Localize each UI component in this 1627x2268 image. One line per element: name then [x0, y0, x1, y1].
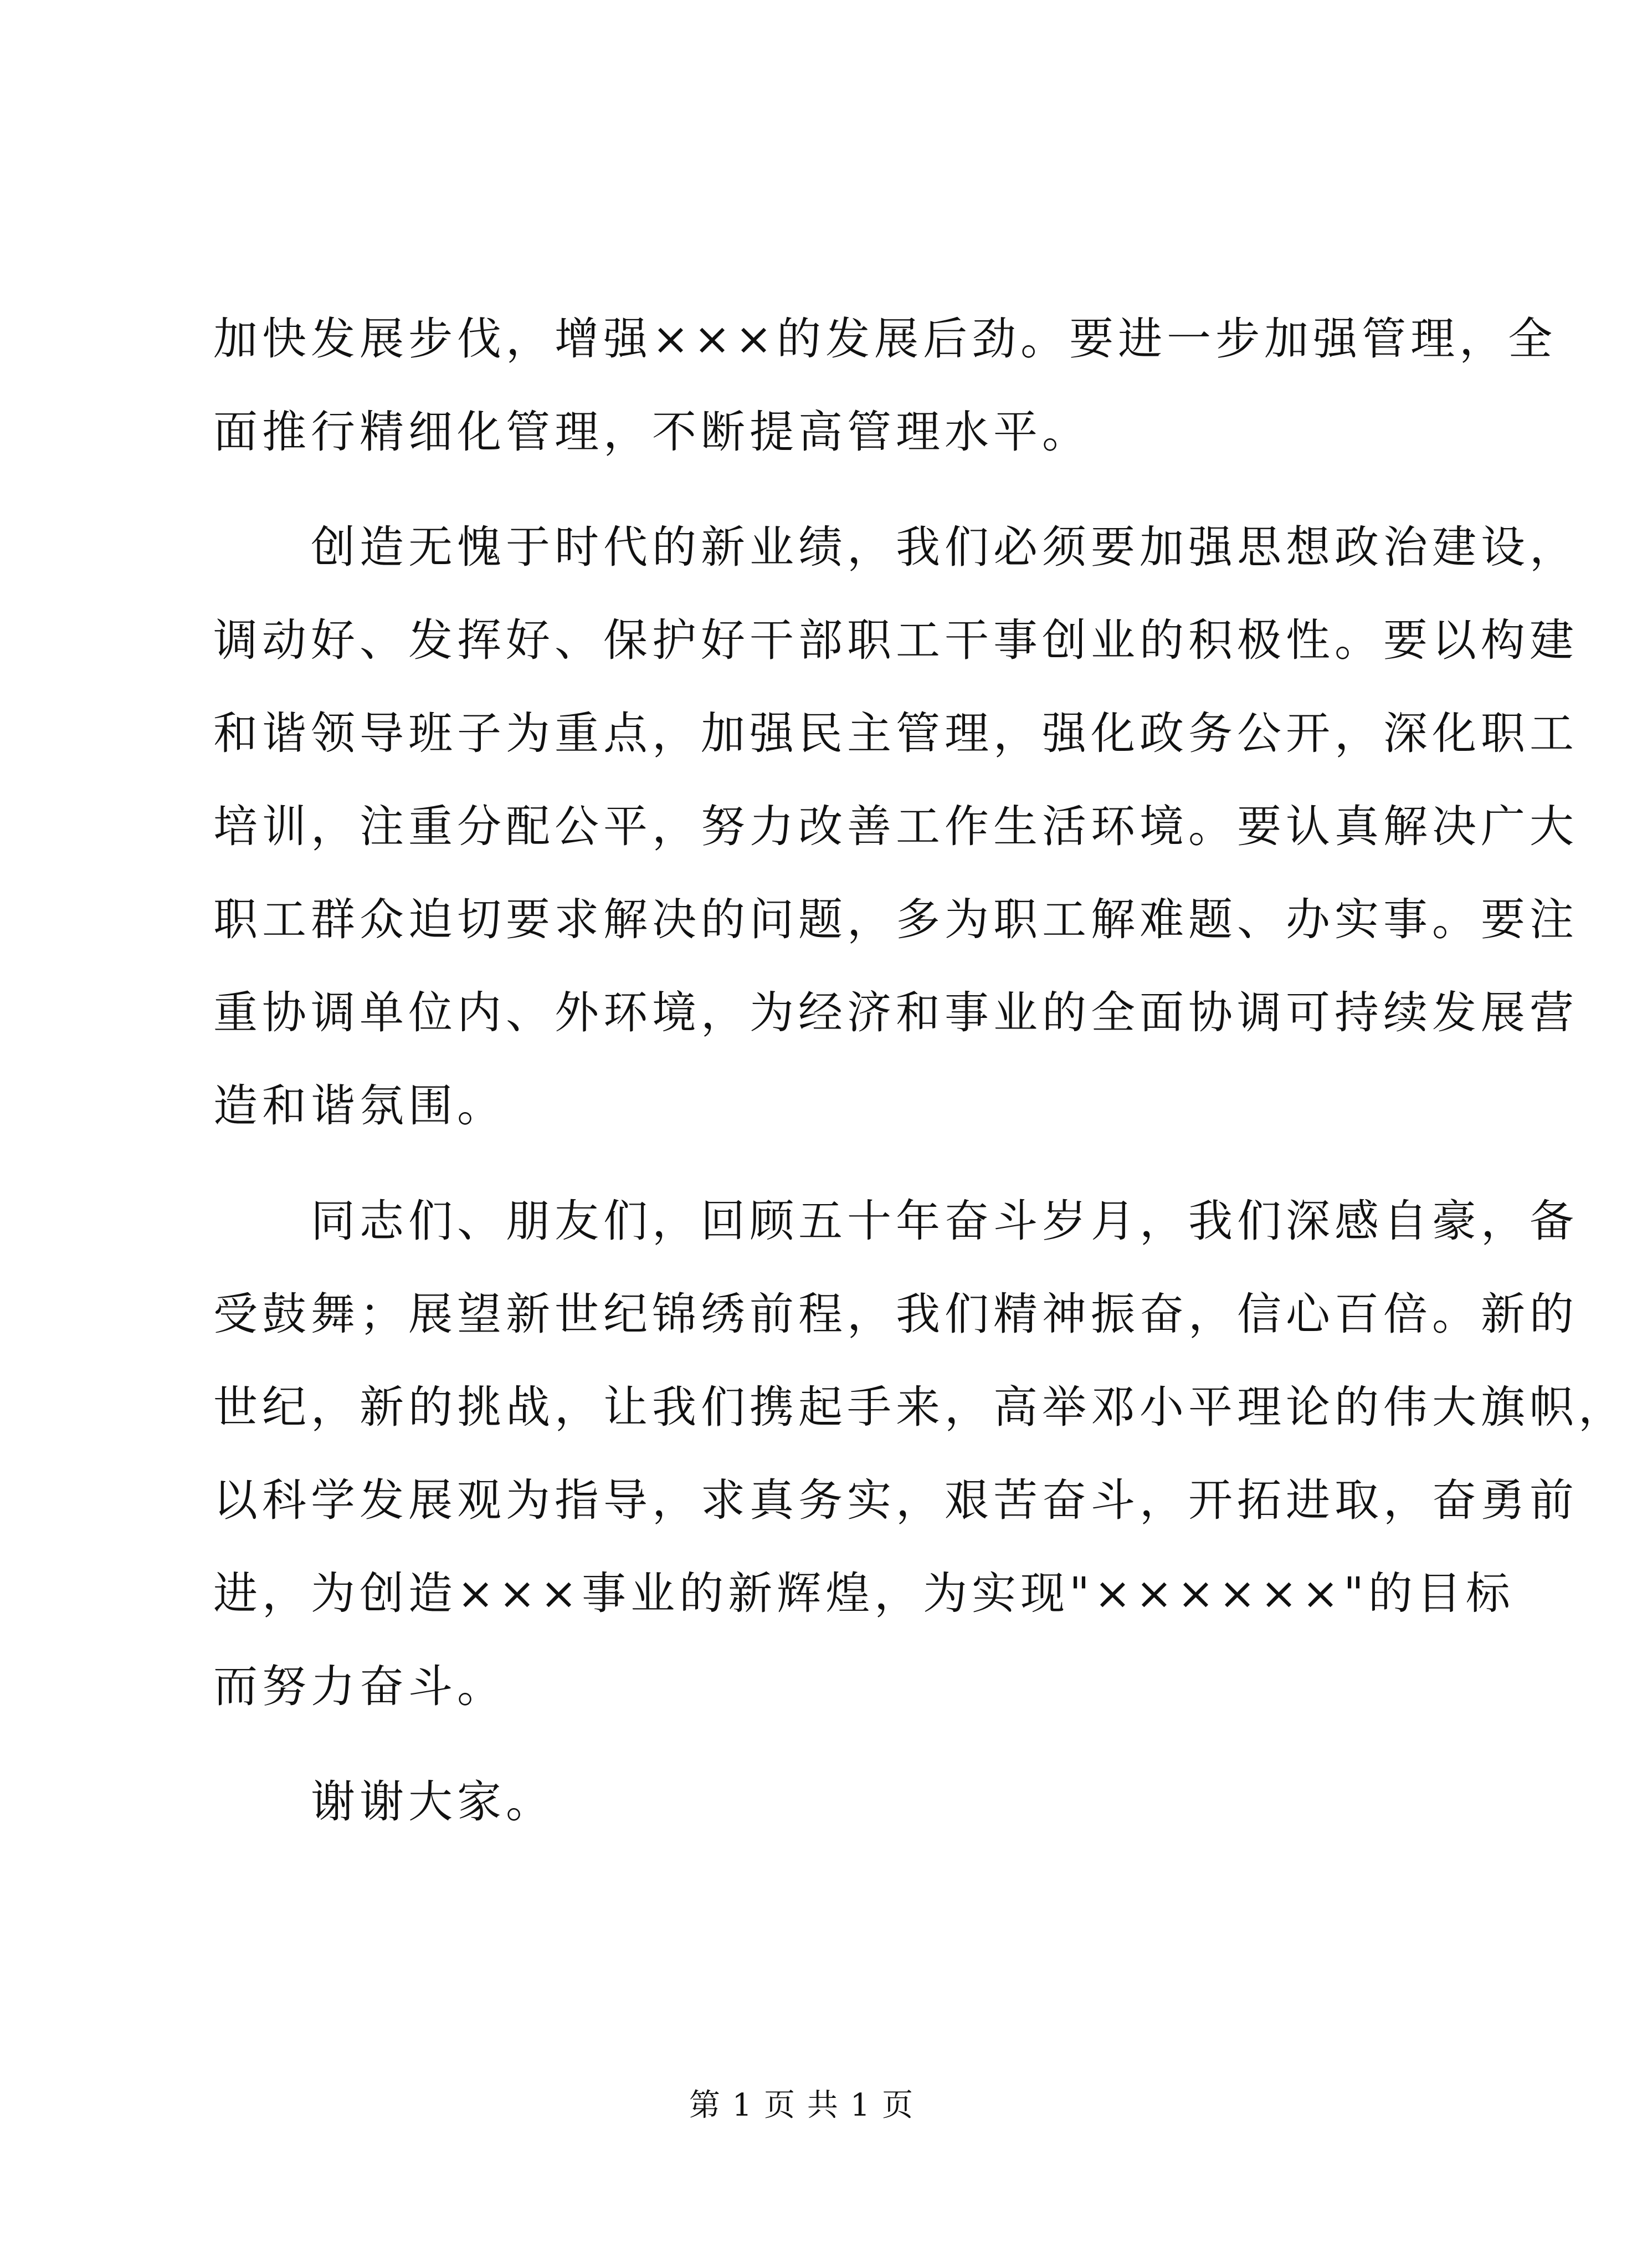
- paragraph-4: [213, 1755, 1397, 1849]
- text-line: 造和谐氛围。: [213, 1080, 506, 1132]
- text-line: 创造无愧于时代的新业绩，我们必须要加强思想政治建设，: [213, 521, 1578, 573]
- text-line: 和谐领导班子为重点，加强民主管理，强化政务公开，深化职工: [213, 708, 1578, 759]
- text-line: 而努力奋斗。: [213, 1661, 506, 1712]
- document-body: [213, 293, 1627, 1849]
- text-line: 培训，注重分配公平，努力改善工作生活环境。要认真解决广大: [213, 801, 1578, 852]
- text-line: 加快发展步伐，增强×××的发展后劲。要进一步加强管理，全: [213, 313, 1557, 365]
- paragraph-3: [213, 1175, 1627, 1733]
- text-line: 受鼓舞；展望新世纪锦绣前程，我们精神振奋，信心百倍。新的: [213, 1288, 1578, 1340]
- paragraph-2: [213, 501, 1578, 1153]
- text-line: 面推行精细化管理，不断提高管理水平。: [213, 406, 1091, 458]
- text-line: 世纪，新的挑战，让我们携起手来，高举邓小平理论的伟大旗帜，: [213, 1381, 1627, 1433]
- text-line: 以科学发展观为指导，求真务实，艰苦奋斗，开拓进取，奋勇前: [213, 1475, 1578, 1526]
- text-line: 谢谢大家。: [213, 1776, 555, 1827]
- text-line: 同志们、朋友们，回顾五十年奋斗岁月，我们深感自豪，备: [213, 1195, 1578, 1247]
- text-line: 重协调单位内、外环境，为经济和事业的全面协调可持续发展营: [213, 987, 1578, 1038]
- page-footer: 第 1 页 共 1 页: [689, 2087, 915, 2123]
- text-line: 职工群众迫切要求解决的问题，多为职工解难题、办实事。要注: [213, 894, 1578, 945]
- text-line: 进，为创造×××事业的新辉煌，为实现"××××××"的目标: [213, 1568, 1515, 1619]
- paragraph-1: [213, 293, 1557, 479]
- text-line: 调动好、发挥好、保护好干部职工干事创业的积极性。要以构建: [213, 615, 1578, 666]
